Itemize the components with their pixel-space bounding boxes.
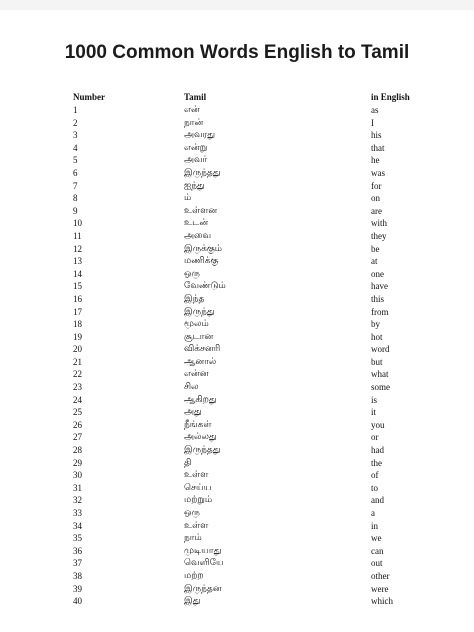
row-number: 13 — [73, 256, 82, 267]
row-tamil-word: இருந்து — [184, 306, 215, 317]
row-number: 24 — [73, 394, 82, 405]
table-row — [0, 368, 474, 381]
table-row — [0, 532, 474, 545]
row-english-word: from — [371, 306, 389, 317]
row-tamil-word: நான் — [184, 117, 204, 128]
row-english-word: were — [371, 583, 389, 594]
row-english-word: had — [371, 445, 384, 456]
row-english-word: some — [371, 382, 390, 393]
table-row — [0, 570, 474, 583]
table-row — [0, 381, 474, 394]
row-tamil-word: சூடான — [184, 331, 214, 342]
row-tamil-word: ஒரு — [184, 268, 200, 279]
row-number: 18 — [73, 319, 82, 330]
row-english-word: have — [371, 281, 388, 292]
row-number: 36 — [73, 545, 82, 556]
row-english-word: or — [371, 432, 379, 443]
row-english-word: was — [371, 167, 385, 178]
table-row — [0, 469, 474, 482]
row-number: 2 — [73, 117, 78, 128]
row-number: 22 — [73, 369, 82, 380]
table-row — [0, 167, 474, 180]
row-number: 6 — [73, 167, 78, 178]
row-tamil-word: இருந்தது — [184, 167, 221, 178]
table-row — [0, 431, 474, 444]
row-number: 27 — [73, 432, 82, 443]
row-tamil-word: என் — [184, 105, 200, 115]
row-number: 39 — [73, 583, 82, 594]
row-number: 21 — [73, 356, 82, 367]
table-row — [0, 230, 474, 243]
table-row — [0, 520, 474, 533]
row-number: 30 — [73, 470, 82, 481]
table-row — [0, 343, 474, 356]
row-tamil-word: வெளியே — [184, 558, 224, 569]
table-row — [0, 243, 474, 256]
row-tamil-word: ஒரு — [184, 508, 200, 518]
row-english-word: but — [371, 356, 383, 367]
table-row — [0, 180, 474, 193]
row-english-word: he — [371, 155, 380, 166]
table-row — [0, 217, 474, 230]
table-row — [0, 205, 474, 218]
row-english-word: word — [371, 344, 390, 355]
row-tamil-word: உடன் — [184, 218, 209, 229]
row-number: 4 — [73, 142, 78, 153]
row-english-word: for — [371, 180, 382, 191]
header-english: in English — [371, 92, 410, 102]
row-tamil-word: மற்ற — [184, 570, 204, 581]
header-tamil: Tamil — [184, 92, 207, 102]
row-number: 40 — [73, 596, 82, 607]
row-english-word: I — [371, 117, 374, 128]
row-number: 12 — [73, 243, 82, 254]
row-tamil-word: இருந்தன — [184, 583, 222, 594]
row-tamil-word: இருக்கும் — [184, 243, 223, 254]
row-tamil-word: இந்த — [184, 293, 205, 304]
table-row — [0, 331, 474, 344]
row-tamil-word: நீங்கள் — [184, 419, 212, 430]
table-row — [0, 129, 474, 142]
table-row — [0, 154, 474, 167]
row-english-word: the — [371, 457, 382, 468]
row-tamil-word: விக்சனரி — [184, 344, 221, 355]
row-english-word: can — [371, 545, 384, 556]
row-number: 34 — [73, 520, 82, 531]
table-row — [0, 117, 474, 130]
row-english-word: one — [371, 268, 384, 279]
table-row — [0, 104, 474, 117]
table-row — [0, 318, 474, 331]
table-row — [0, 507, 474, 520]
row-english-word: a — [371, 508, 375, 518]
row-tamil-word: உள்ள — [184, 470, 209, 481]
row-tamil-word: இருந்தது — [184, 445, 221, 456]
row-tamil-word: இது — [184, 596, 201, 607]
row-tamil-word: ஆகிறது — [184, 394, 217, 405]
row-tamil-word: சில — [184, 382, 199, 393]
row-number: 33 — [73, 508, 82, 518]
row-number: 38 — [73, 570, 82, 581]
row-number: 5 — [73, 155, 78, 166]
row-english-word: you — [371, 419, 385, 430]
row-tamil-word: அவர் — [184, 155, 208, 166]
row-english-word: to — [371, 482, 379, 493]
row-number: 17 — [73, 306, 82, 317]
table-row — [0, 557, 474, 570]
row-english-word: this — [371, 293, 385, 304]
row-tamil-word: உள்ளன — [184, 205, 218, 216]
row-tamil-word: அவரது — [184, 130, 216, 141]
row-number: 10 — [73, 218, 82, 229]
row-english-word: what — [371, 369, 389, 380]
table-row — [0, 356, 474, 369]
row-tamil-word: முடியாது — [184, 545, 222, 556]
row-english-word: of — [371, 470, 379, 481]
document-title: 1000 Common Words English to Tamil — [64, 42, 410, 63]
row-english-word: on — [371, 193, 380, 204]
table-row — [0, 142, 474, 155]
header-number: Number — [73, 92, 105, 102]
row-tamil-word: வேண்டும் — [184, 281, 226, 292]
table-row — [0, 406, 474, 419]
row-number: 35 — [73, 533, 82, 544]
row-english-word: hot — [371, 331, 383, 342]
row-tamil-word: அல்லது — [184, 432, 217, 443]
row-number: 20 — [73, 344, 82, 355]
row-number: 23 — [73, 382, 82, 393]
row-english-word: we — [371, 533, 382, 544]
row-english-word: in — [371, 520, 379, 531]
row-english-word: which — [371, 596, 393, 607]
row-tamil-word: என்ன — [184, 369, 209, 380]
row-english-word: it — [371, 407, 377, 418]
row-tamil-word: மூலம் — [184, 319, 209, 330]
row-tamil-word: செய்ய — [184, 482, 212, 493]
row-tamil-word: ம் — [184, 193, 192, 204]
row-number: 32 — [73, 495, 82, 506]
row-tamil-word: ஆனால் — [184, 356, 217, 367]
word-table — [0, 104, 474, 608]
table-row — [0, 494, 474, 507]
row-number: 1 — [73, 105, 78, 115]
row-number: 14 — [73, 268, 82, 279]
row-number: 3 — [73, 130, 78, 141]
row-tamil-word: மணிக்கு — [184, 256, 219, 267]
table-row — [0, 280, 474, 293]
row-english-word: other — [371, 570, 390, 581]
table-row — [0, 255, 474, 268]
row-number: 25 — [73, 407, 82, 418]
row-number: 31 — [73, 482, 82, 493]
row-english-word: they — [371, 230, 387, 241]
row-number: 16 — [73, 293, 82, 304]
table-row — [0, 457, 474, 470]
row-number: 15 — [73, 281, 82, 292]
row-tamil-word: என்று — [184, 142, 208, 153]
row-tamil-word: அவை — [184, 230, 212, 241]
row-tamil-word: உள்ள — [184, 520, 209, 531]
row-english-word: that — [371, 142, 385, 153]
row-tamil-word: மற்றும் — [184, 495, 213, 506]
table-row — [0, 268, 474, 281]
table-row — [0, 595, 474, 608]
row-tamil-word: தி — [184, 457, 192, 468]
table-header — [0, 92, 474, 104]
row-tamil-word: நாம் — [184, 533, 202, 544]
table-row — [0, 306, 474, 319]
table-row — [0, 192, 474, 205]
row-number: 29 — [73, 457, 82, 468]
table-row — [0, 583, 474, 596]
row-english-word: is — [371, 394, 378, 405]
row-english-word: at — [371, 256, 378, 267]
page-top-strip — [0, 0, 474, 10]
row-number: 26 — [73, 419, 82, 430]
table-row — [0, 482, 474, 495]
row-english-word: by — [371, 319, 380, 330]
row-english-word: with — [371, 218, 388, 229]
table-row — [0, 444, 474, 457]
row-number: 19 — [73, 331, 82, 342]
table-row — [0, 545, 474, 558]
row-english-word: as — [371, 105, 379, 115]
table-row — [0, 394, 474, 407]
row-english-word: be — [371, 243, 380, 254]
row-tamil-word: ஐந்து — [184, 180, 205, 191]
row-number: 9 — [73, 205, 78, 216]
row-number: 11 — [73, 230, 82, 241]
row-english-word: are — [371, 205, 382, 216]
row-number: 8 — [73, 193, 78, 204]
row-number: 7 — [73, 180, 78, 191]
row-english-word: out — [371, 558, 383, 569]
row-tamil-word: அது — [184, 407, 202, 418]
row-english-word: his — [371, 130, 382, 141]
row-number: 28 — [73, 445, 82, 456]
row-english-word: and — [371, 495, 384, 506]
row-number: 37 — [73, 558, 82, 569]
table-row — [0, 419, 474, 432]
table-row — [0, 293, 474, 306]
